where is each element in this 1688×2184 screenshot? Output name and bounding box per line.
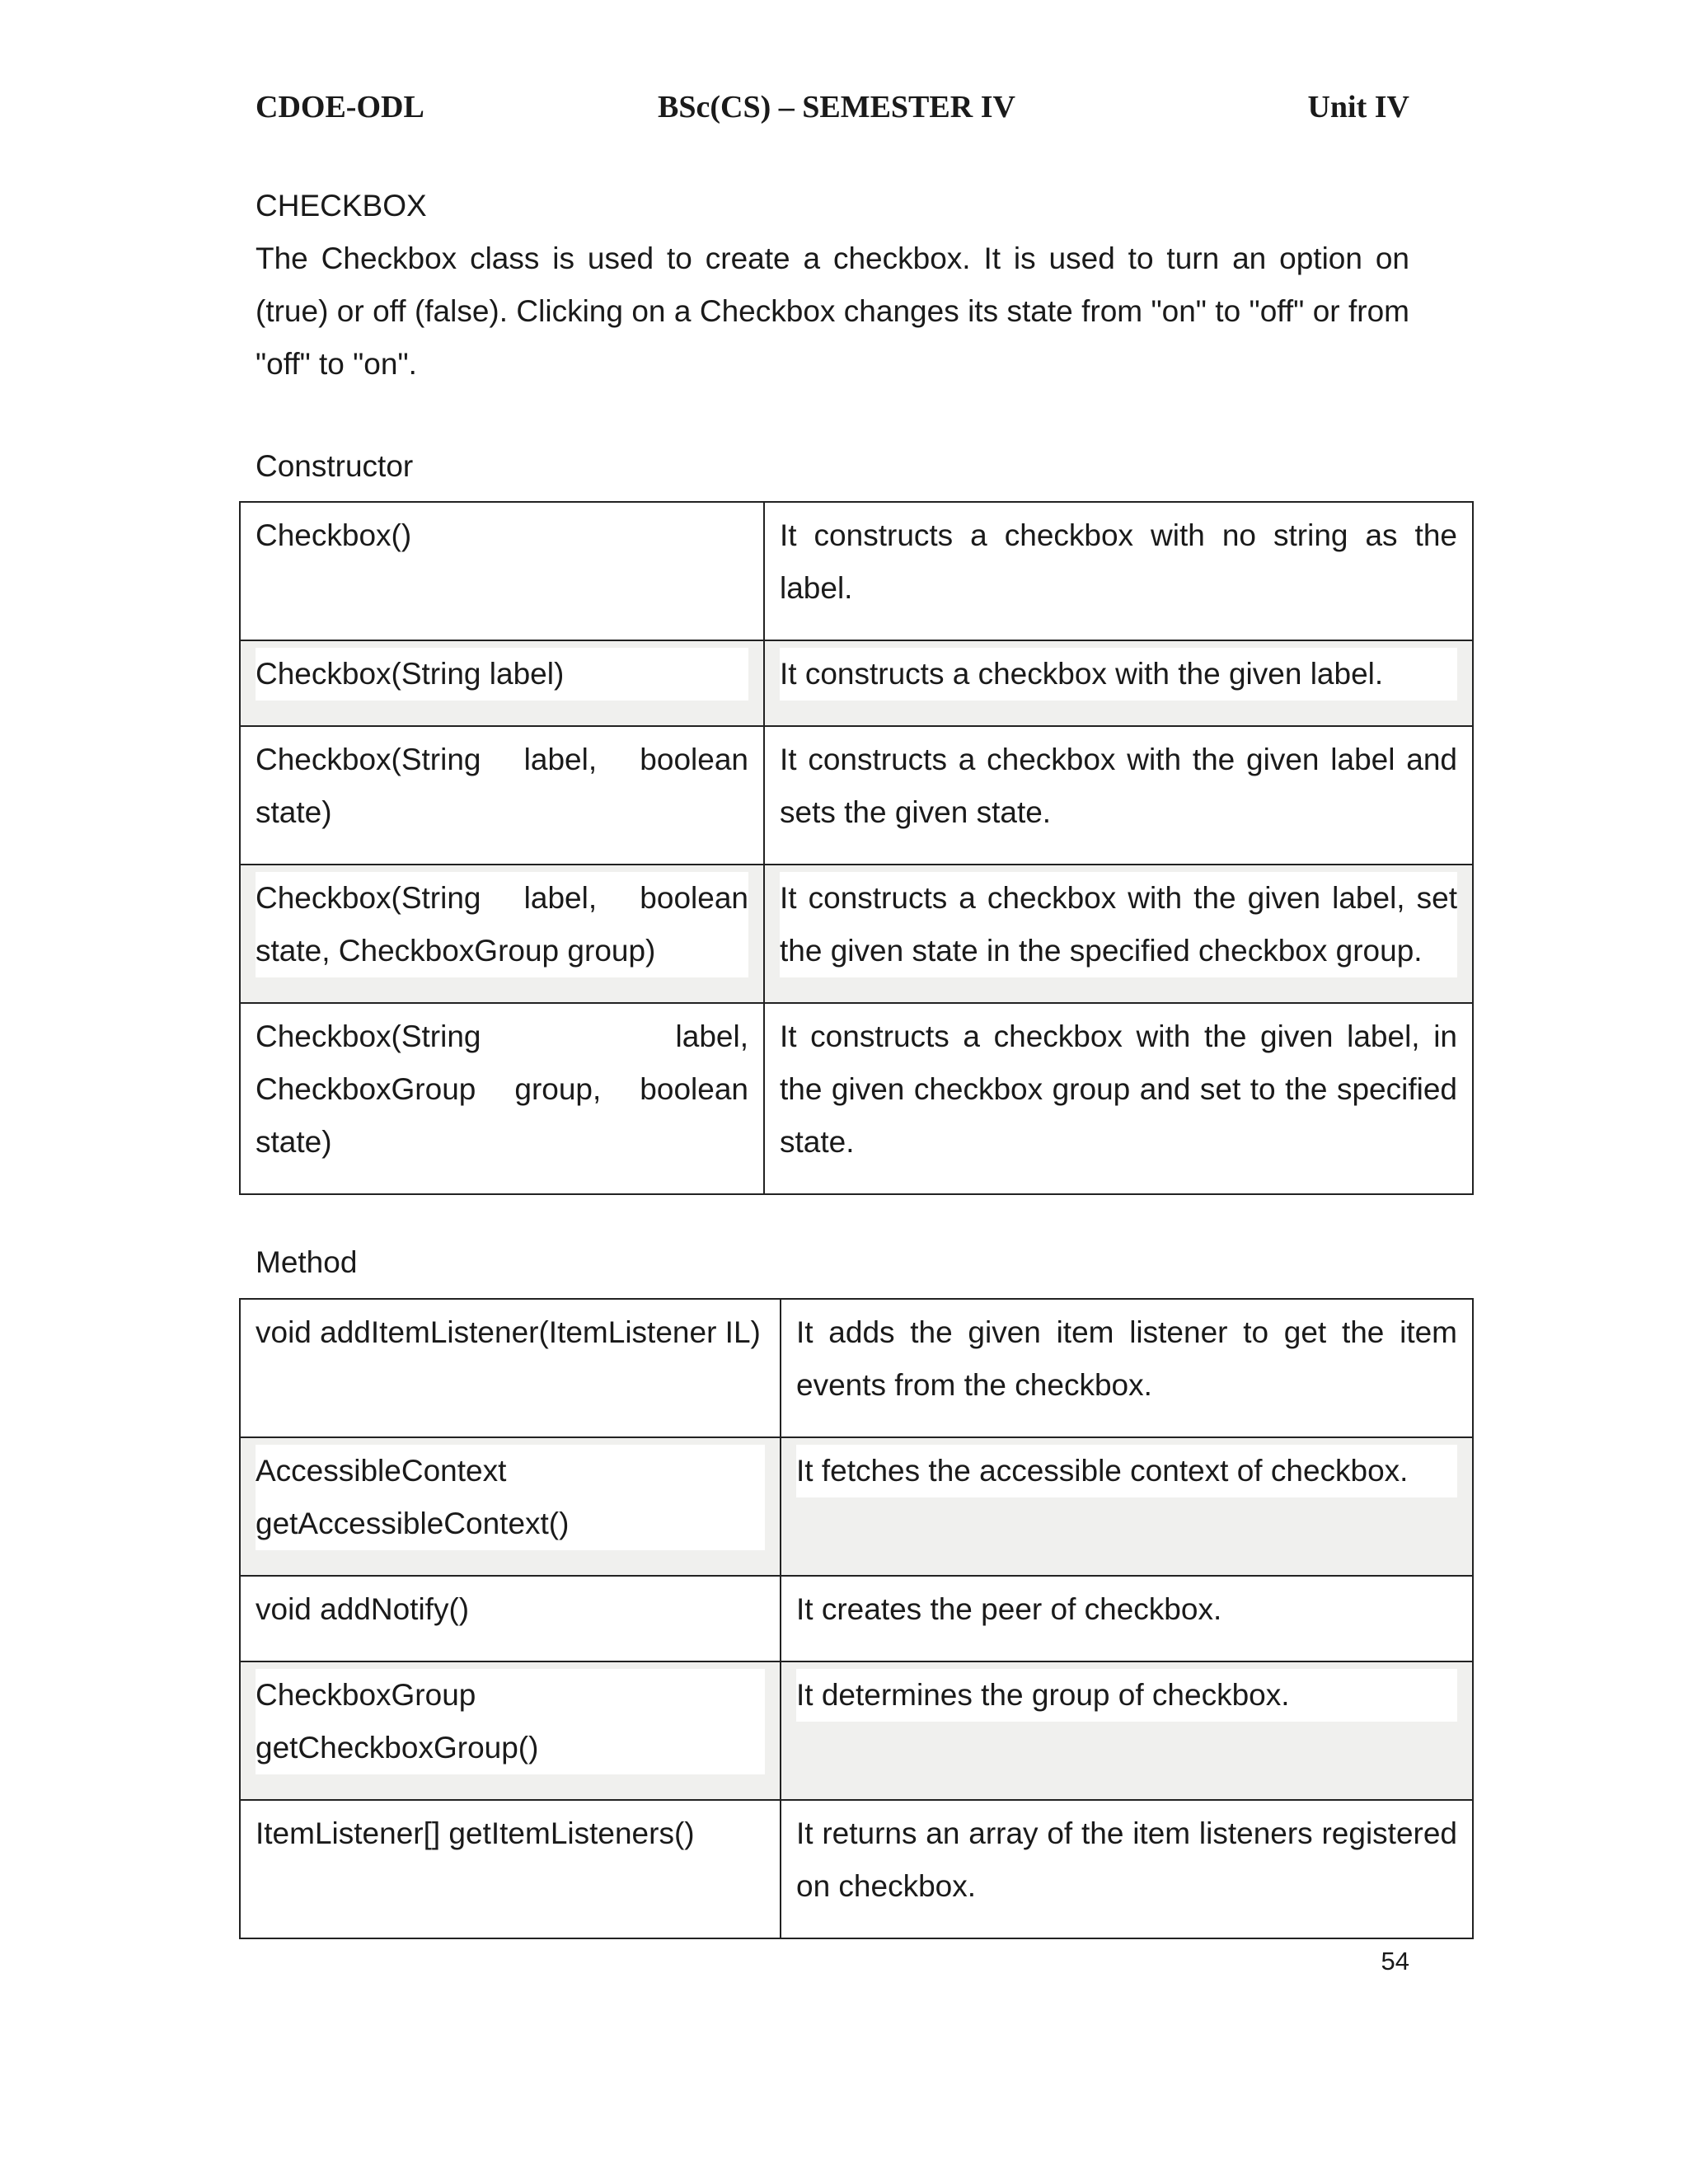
constructor-heading: Constructor (256, 449, 414, 483)
page-header (256, 89, 1409, 138)
constructor-table (239, 501, 1474, 1195)
table-cell-signature: Checkbox(String label, boolean state) (240, 726, 764, 865)
table-cell-description: It creates the peer of checkbox. (781, 1576, 1473, 1661)
table-cell-description: It constructs a checkbox with the given label. (764, 640, 1473, 726)
table-cell-description: It adds the given item listener to get the item events from the checkbox. (781, 1299, 1473, 1437)
table-cell-signature: AccessibleContext getAccessibleContext() (240, 1437, 781, 1576)
table-row (240, 1437, 1473, 1576)
table-cell-description: It constructs a checkbox with the given label, set the given state in the specified checkbox group. (764, 865, 1473, 1003)
table-cell-description: It constructs a checkbox with the given label, in the given checkbox group and set to the specified state. (764, 1003, 1473, 1194)
table-cell-signature: Checkbox(String label, CheckboxGroup group, boolean state) (240, 1003, 764, 1194)
table-cell-signature: ItemListener[] getItemListeners() (240, 1800, 781, 1938)
table-cell-signature: CheckboxGroup getCheckboxGroup() (240, 1661, 781, 1800)
table-cell-description: It returns an array of the item listeners registered on checkbox. (781, 1800, 1473, 1938)
section-checkbox (256, 180, 1409, 391)
table-cell-signature: Checkbox(String label, boolean state, CheckboxGroup group) (240, 865, 764, 1003)
table-cell-signature: void addNotify() (240, 1576, 781, 1661)
header-course: BSc(CS) – SEMESTER IV (658, 90, 1015, 124)
table-cell-description: It constructs a checkbox with the given label and sets the given state. (764, 726, 1473, 865)
table-row (240, 502, 1473, 640)
table-row (240, 640, 1473, 726)
table-row (240, 865, 1473, 1003)
header-institution: CDOE-ODL (256, 90, 424, 124)
table-cell-signature: Checkbox() (240, 502, 764, 640)
table-row (240, 1299, 1473, 1437)
method-heading: Method (256, 1245, 358, 1279)
table-row (240, 1800, 1473, 1938)
table-row (240, 1003, 1473, 1194)
table-row (240, 1576, 1473, 1661)
table-cell-signature: Checkbox(String label) (240, 640, 764, 726)
intro-paragraph: The Checkbox class is used to create a checkbox. It is used to turn an option on (true) or off (false). Clicking on a Checkbox changes its state from "on" to "off" or from "off" to "on". (256, 241, 1409, 381)
table-row (240, 726, 1473, 865)
table-cell-description: It constructs a checkbox with no string as the label. (764, 502, 1473, 640)
section-title: CHECKBOX (256, 189, 427, 223)
table-cell-signature: void addItemListener(ItemListener IL) (240, 1299, 781, 1437)
page-number: 54 (1381, 1947, 1409, 1975)
table-row (240, 1661, 1473, 1800)
header-unit: Unit IV (1307, 90, 1409, 124)
method-table (239, 1298, 1474, 1939)
table-cell-description: It determines the group of checkbox. (781, 1661, 1473, 1800)
table-cell-description: It fetches the accessible context of checkbox. (781, 1437, 1473, 1576)
